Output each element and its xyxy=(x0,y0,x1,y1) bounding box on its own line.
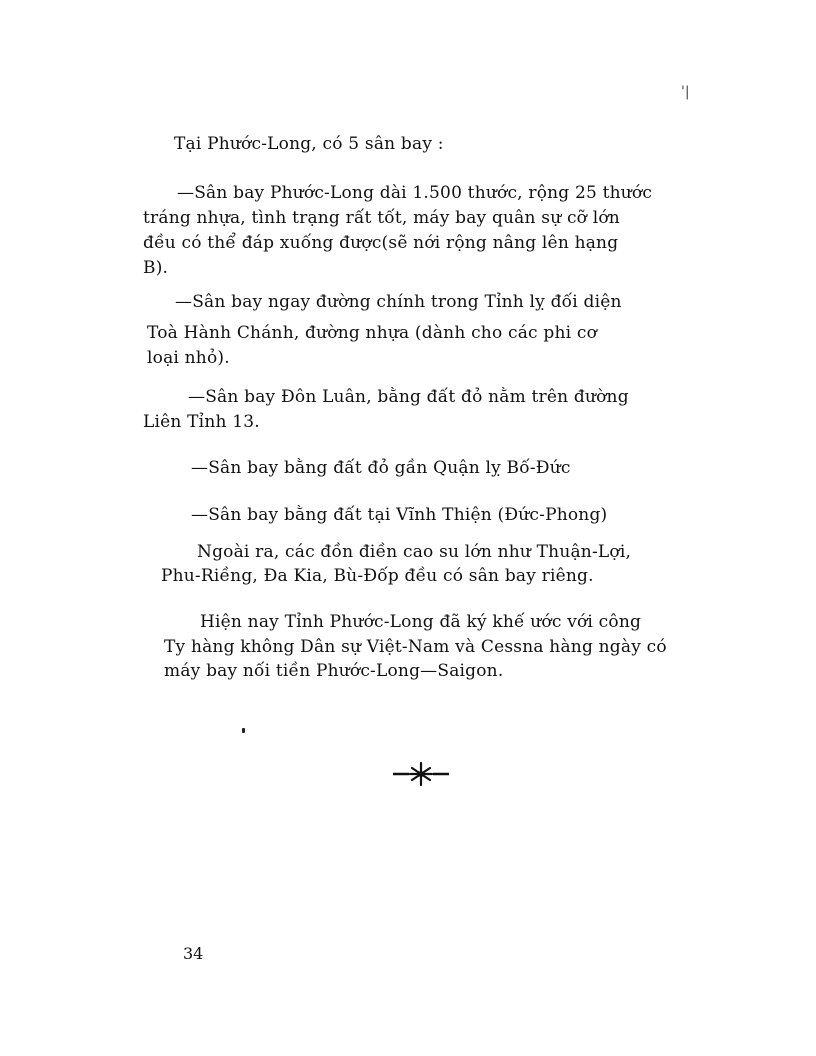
body-line: —Sân bay Phước-Long dài 1.500 thước, rộng 25 thước xyxy=(177,183,653,203)
body-line: máy bay nối tiền Phước-Long—Saigon. xyxy=(164,661,504,681)
body-line: B). xyxy=(143,258,169,278)
body-line: Tại Phước-Long, có 5 sân bay : xyxy=(174,134,444,154)
star-dash-ornament-icon xyxy=(391,760,451,788)
body-line: tráng nhựa, tình trạng rất tốt, máy bay quân sự cỡ lớn xyxy=(143,208,620,228)
corner-mark: '| xyxy=(681,84,690,100)
body-line: Hiện nay Tỉnh Phước-Long đã ký khế ước với công xyxy=(200,612,642,632)
body-line: Ty hàng không Dân sự Việt-Nam và Cessna hàng ngày có xyxy=(164,637,667,657)
body-line: loại nhỏ). xyxy=(147,348,230,368)
body-line: Ngoài ra, các đồn điền cao su lớn như Thuận-Lợi, xyxy=(197,542,632,562)
body-line: Toà Hành Chánh, đường nhựa (dành cho các phi cơ xyxy=(147,323,598,343)
body-line: —Sân bay bằng đất tại Vĩnh Thiện (Đức-Phong) xyxy=(191,505,608,525)
body-line: —Sân bay Đôn Luân, bằng đất đỏ nằm trên đường xyxy=(188,387,629,407)
body-line: Liên Tỉnh 13. xyxy=(143,412,260,432)
page-number: 34 xyxy=(183,944,204,963)
body-line: Phu-Riềng, Đa Kia, Bù-Đốp đều có sân bay riêng. xyxy=(161,566,594,586)
body-line: —Sân bay bằng đất đỏ gần Quận lỵ Bố-Đức xyxy=(191,458,571,478)
body-line: đều có thể đáp xuống được(sẽ nới rộng nâng lên hạng xyxy=(143,233,619,253)
stray-mark xyxy=(242,728,245,733)
body-line: —Sân bay ngay đường chính trong Tỉnh lỵ đối diện xyxy=(175,292,622,312)
